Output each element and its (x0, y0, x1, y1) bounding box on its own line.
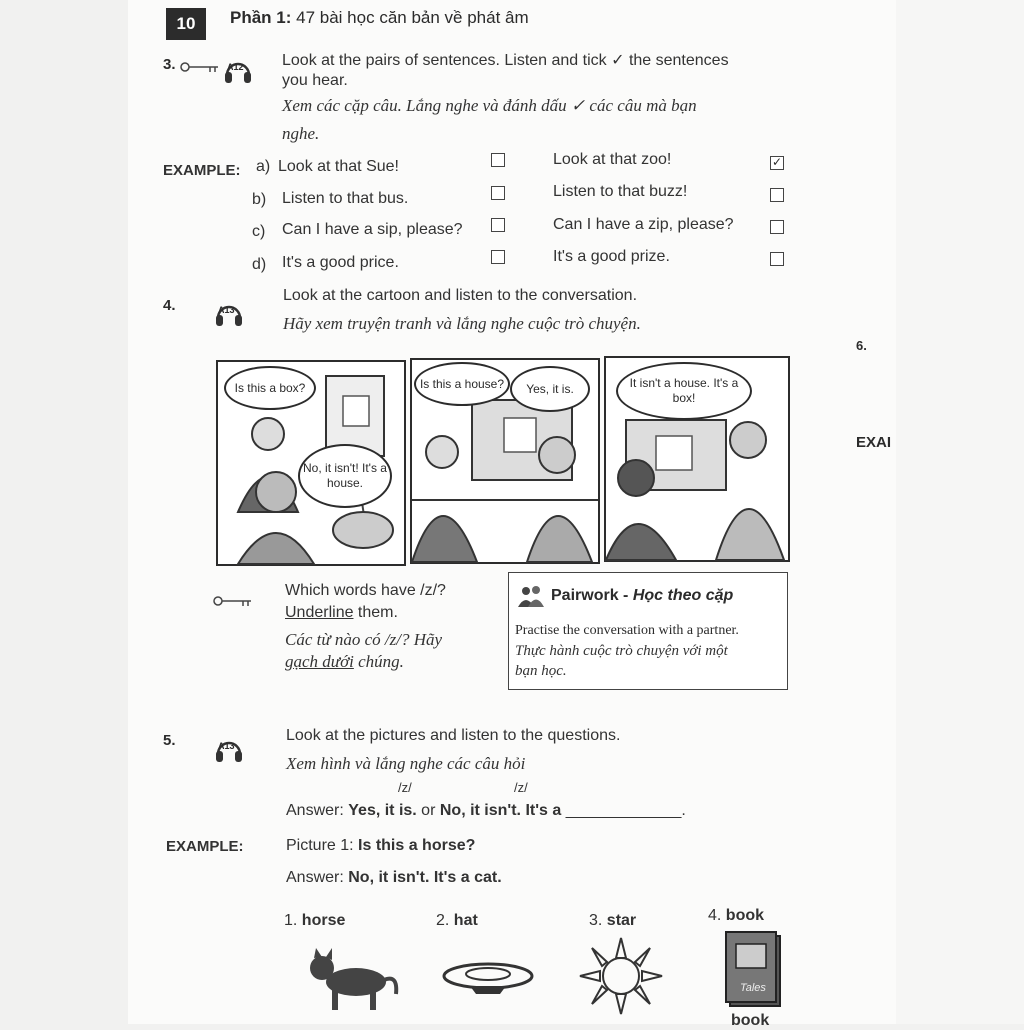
ex3-instruction-vi-1: Xem các cặp câu. Lắng nghe và đánh dấu ✓ các câu mà bạn (282, 96, 697, 115)
comic-panel-3 (604, 356, 790, 562)
row-a-left-checkbox[interactable] (491, 153, 505, 167)
key-icon (213, 594, 253, 608)
pairwork-instruction-vi-2: bạn học. (515, 663, 567, 679)
picture-2-label (436, 912, 478, 930)
ex4-underline-instruction (285, 604, 398, 622)
key-icon (180, 60, 220, 74)
example-answer-label: Answer: (286, 869, 349, 886)
ex3-instruction-vi-2: nghe. (282, 124, 320, 143)
pairwork-instruction-en: Practise the conversation with a partner. (515, 623, 739, 638)
ex5-example-label: EXAMPLE: (166, 838, 244, 855)
pairwork-instruction-vi-1: Thực hành cuộc trò chuyện với một (515, 643, 728, 659)
ex5-instruction-en: Look at the pictures and listen to the questions. (286, 727, 621, 744)
picture-4-word: book (725, 907, 765, 924)
picture-3-number: 3. (589, 912, 603, 929)
picture-3-label (589, 912, 636, 930)
row-a-left-sentence: Look at that Sue! (278, 158, 399, 175)
underline-rest: them. (353, 604, 398, 621)
book-cover-title: Tales (740, 982, 766, 994)
page-number: 10 (166, 8, 206, 40)
underline-word: Underline (285, 604, 354, 621)
comic-panel-2 (410, 358, 600, 564)
row-b-left-checkbox[interactable] (491, 186, 505, 200)
row-c-right-checkbox[interactable] (770, 220, 784, 234)
example-question-text: Is this a horse? (358, 837, 476, 854)
row-b-right-sentence: Listen to that buzz! (553, 183, 688, 200)
ex3-instruction-en-1: Look at the pairs of sentences. Listen and tick ✓ the sentences (282, 52, 729, 69)
book-picture-icon (724, 926, 786, 1012)
row-c-left-checkbox[interactable] (491, 218, 505, 232)
picture-1-label (284, 912, 345, 930)
page-header (230, 8, 529, 28)
picture-2-word: hat (453, 912, 478, 929)
row-b-left-sentence: Listen to that bus. (282, 190, 409, 207)
ex4-words-question-en: Which words have /z/? (285, 582, 446, 599)
row-c-right-sentence: Can I have a zip, please? (553, 216, 734, 233)
ex4-words-question-vi: Các từ nào có /z/? Hãy (285, 630, 443, 649)
pairwork-title (551, 587, 733, 605)
answer-yes: Yes, it is. (348, 802, 417, 819)
row-d-letter: d) (252, 256, 267, 273)
speech-bubble: Yes, it is. (510, 366, 590, 412)
exercise-4-number: 4. (163, 297, 176, 314)
ex5-example-question (286, 837, 475, 855)
row-b-letter: b) (252, 191, 267, 208)
audio-track-a13[interactable] (214, 298, 244, 328)
picture-1-word: horse (301, 912, 346, 929)
example-question-label: Picture 1: (286, 837, 359, 854)
ex3-instruction-en-2: you hear. (282, 72, 348, 89)
star-picture-icon (576, 936, 666, 1016)
row-a-right-checkbox[interactable]: ✓ (771, 155, 783, 169)
answer-blank[interactable]: _____________. (565, 802, 686, 819)
picture-1-number: 1. (284, 912, 298, 929)
answer-no: No, it isn't. It's a (439, 802, 562, 819)
audio-track-a13-ex5[interactable] (214, 734, 244, 764)
next-exercise-number: 6. (856, 338, 867, 353)
pairwork-box (508, 572, 788, 690)
people-icon (517, 585, 545, 607)
exercise-3-number: 3. (163, 56, 176, 73)
next-example-label: EXAI (856, 434, 892, 451)
picture-3-word: star (606, 912, 637, 929)
ex4-instruction-en: Look at the cartoon and listen to the conversation. (283, 287, 638, 304)
picture-2-number: 2. (436, 912, 450, 929)
textbook-page (128, 0, 896, 1029)
answer-label: Answer: (286, 802, 349, 819)
answer-or: or (416, 802, 440, 819)
row-b-right-checkbox[interactable] (770, 188, 784, 202)
picture-4-label (708, 907, 764, 925)
ex4-instruction-vi: Hãy xem truyện tranh và lắng nghe cuộc trò chuyện. (283, 314, 641, 333)
audio-track-label: A13 (218, 305, 235, 315)
part-label: Phần 1: (230, 8, 292, 27)
picture-4-number: 4. (708, 907, 722, 924)
ex5-answer-template (286, 802, 686, 820)
row-d-left-sentence: It's a good price. (282, 254, 399, 271)
row-d-right-sentence: It's a good prize. (553, 248, 670, 265)
row-c-letter: c) (252, 223, 266, 240)
ex4-underline-instruction-vi (285, 652, 404, 672)
speech-bubble: It isn't a house. It's a box! (616, 362, 752, 420)
audio-track-label: A13 (218, 741, 235, 751)
next-page-edge (856, 0, 1024, 1024)
row-d-right-checkbox[interactable] (770, 252, 784, 266)
audio-track-label: A12 (227, 62, 244, 72)
speech-bubble: No, it isn't! It's a house. (298, 444, 392, 508)
speech-bubble: Is this a house? (414, 362, 510, 406)
audio-track-a12[interactable] (223, 55, 253, 85)
part-title: 47 bài học căn bản về phát âm (296, 8, 529, 27)
ex5-instruction-vi: Xem hình và lắng nghe các câu hỏi (286, 754, 526, 773)
pairwork-title-en: Pairwork - (551, 587, 633, 604)
hat-picture-icon (440, 958, 536, 998)
z-mark-1: /z/ (398, 780, 412, 795)
row-a-letter: a) (256, 158, 271, 175)
row-c-left-sentence: Can I have a sip, please? (282, 221, 463, 238)
book-caption: book (731, 1012, 770, 1029)
row-d-left-checkbox[interactable] (491, 250, 505, 264)
underline-rest-vi: chúng. (353, 652, 404, 671)
example-answer-text: No, it isn't. It's a cat. (348, 869, 502, 886)
comic-panel-1 (216, 360, 406, 566)
cat-picture-icon (304, 944, 400, 1014)
underline-word-vi: gạch dưới (285, 652, 354, 671)
speech-bubble: Is this a box? (224, 366, 316, 410)
ex3-example-label: EXAMPLE: (163, 162, 241, 179)
row-a-right-sentence: Look at that zoo! (553, 151, 672, 168)
z-mark-2: /z/ (514, 780, 528, 795)
pairwork-title-vi: Học theo cặp (632, 587, 734, 604)
ex5-example-answer (286, 869, 502, 887)
exercise-5-number: 5. (163, 732, 176, 749)
